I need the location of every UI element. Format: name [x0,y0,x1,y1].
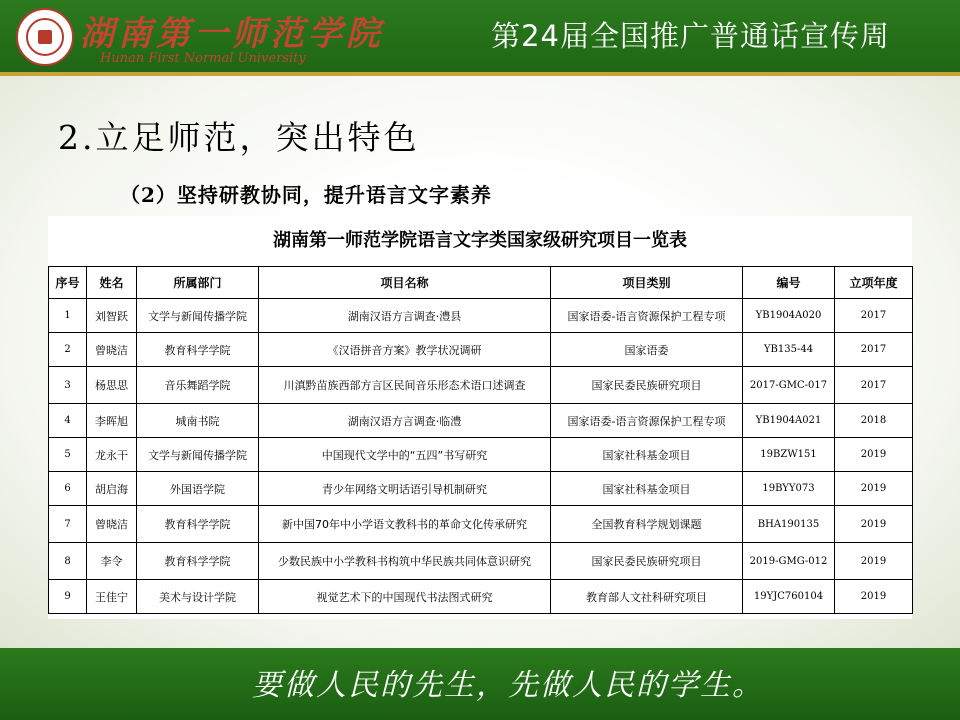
cell-category: 全国教育科学规划课题 [551,506,743,543]
footer-slogan: 要做人民的先生，先做人民的学生。 [252,668,764,703]
cell-project-title: 《汉语拼音方案》教学状况调研 [259,333,551,367]
cell-code: YB1904A020 [743,299,835,333]
cell-department: 外国语学院 [137,472,259,506]
cell-year: 2019 [835,580,913,614]
cell-category: 国家民委民族研究项目 [551,543,743,580]
seal-core [38,30,52,44]
cell-index: 4 [49,404,87,438]
table-row [49,299,913,333]
projects-table [48,266,913,614]
column-header: 立项年度 [835,267,913,299]
cell-project-title: 青少年网络文明话语引导机制研究 [259,472,551,506]
cell-code: 19BZW151 [743,438,835,472]
table-row [49,367,913,404]
cell-code: 2017-GMC-017 [743,367,835,404]
cell-category: 国家语委-语言资源保护工程专项 [551,404,743,438]
footer-bar [0,648,960,720]
university-english-name: Hunan First Normal University [100,51,306,66]
cell-index: 5 [49,438,87,472]
cell-name: 曾晓洁 [87,333,137,367]
column-header: 序号 [49,267,87,299]
cell-index: 6 [49,472,87,506]
cell-index: 2 [49,333,87,367]
table-row [49,404,913,438]
cell-name: 杨思思 [87,367,137,404]
cell-year: 2019 [835,543,913,580]
slide-heading: 2.立足师范，突出特色 [58,118,420,157]
cell-category: 国家语委 [551,333,743,367]
column-header: 项目名称 [259,267,551,299]
cell-department: 教育科学学院 [137,333,259,367]
header-bar [0,0,960,72]
cell-category: 国家语委-语言资源保护工程专项 [551,299,743,333]
cell-index: 3 [49,367,87,404]
table-panel [48,216,912,619]
column-header: 姓名 [87,267,137,299]
cell-name: 龙永干 [87,438,137,472]
cell-year: 2017 [835,367,913,404]
cell-category: 国家社科基金项目 [551,472,743,506]
cell-category: 教育部人文社科研究项目 [551,580,743,614]
column-header: 所属部门 [137,267,259,299]
cell-index: 7 [49,506,87,543]
cell-category: 国家民委民族研究项目 [551,367,743,404]
cell-year: 2017 [835,299,913,333]
cell-name: 曾晓洁 [87,506,137,543]
seal-inner-ring [26,18,64,56]
cell-index: 8 [49,543,87,580]
cell-index: 9 [49,580,87,614]
cell-code: YB135-44 [743,333,835,367]
event-title: 第24届全国推广普通话宣传周 [491,19,890,53]
cell-department: 城南书院 [137,404,259,438]
university-name-logo: 湖南第一师范学院 [80,14,384,54]
cell-department: 文学与新闻传播学院 [137,438,259,472]
cell-code: 19BYY073 [743,472,835,506]
cell-project-title: 湖南汉语方言调查·临澧 [259,404,551,438]
cell-department: 教育科学学院 [137,543,259,580]
cell-project-title: 视觉艺术下的中国现代书法图式研究 [259,580,551,614]
cell-department: 美术与设计学院 [137,580,259,614]
cell-year: 2018 [835,404,913,438]
table-row [49,472,913,506]
cell-project-title: 川滇黔苗族西部方言区民间音乐形态术语口述调查 [259,367,551,404]
cell-project-title: 新中国70年中小学语文教科书的革命文化传承研究 [259,506,551,543]
cell-project-title: 少数民族中小学教科书构筑中华民族共同体意识研究 [259,543,551,580]
cell-project-title: 湖南汉语方言调查·澧县 [259,299,551,333]
cell-year: 2019 [835,472,913,506]
cell-code: YB1904A021 [743,404,835,438]
cell-code: 19YJC760104 [743,580,835,614]
column-header: 编号 [743,267,835,299]
cell-year: 2019 [835,506,913,543]
cell-code: 2019-GMG-012 [743,543,835,580]
cell-name: 刘智跃 [87,299,137,333]
cell-department: 教育科学学院 [137,506,259,543]
cell-name: 胡启海 [87,472,137,506]
slide-subheading: （2）坚持研教协同，提升语言文字素养 [120,183,492,207]
cell-department: 音乐舞蹈学院 [137,367,259,404]
cell-name: 李令 [87,543,137,580]
cell-category: 国家社科基金项目 [551,438,743,472]
table-caption: 湖南第一师范学院语言文字类国家级研究项目一览表 [273,230,687,251]
cell-index: 1 [49,299,87,333]
table-row [49,543,913,580]
cell-name: 李晖旭 [87,404,137,438]
university-seal-icon [16,8,74,66]
cell-name: 王佳宁 [87,580,137,614]
table-row [49,580,913,614]
table-row [49,438,913,472]
column-header: 项目类别 [551,267,743,299]
cell-department: 文学与新闻传播学院 [137,299,259,333]
table-row [49,333,913,367]
cell-year: 2017 [835,333,913,367]
table-header-row [49,267,913,299]
cell-code: BHA190135 [743,506,835,543]
table-row [49,506,913,543]
cell-project-title: 中国现代文学中的“五四”书写研究 [259,438,551,472]
cell-year: 2019 [835,438,913,472]
